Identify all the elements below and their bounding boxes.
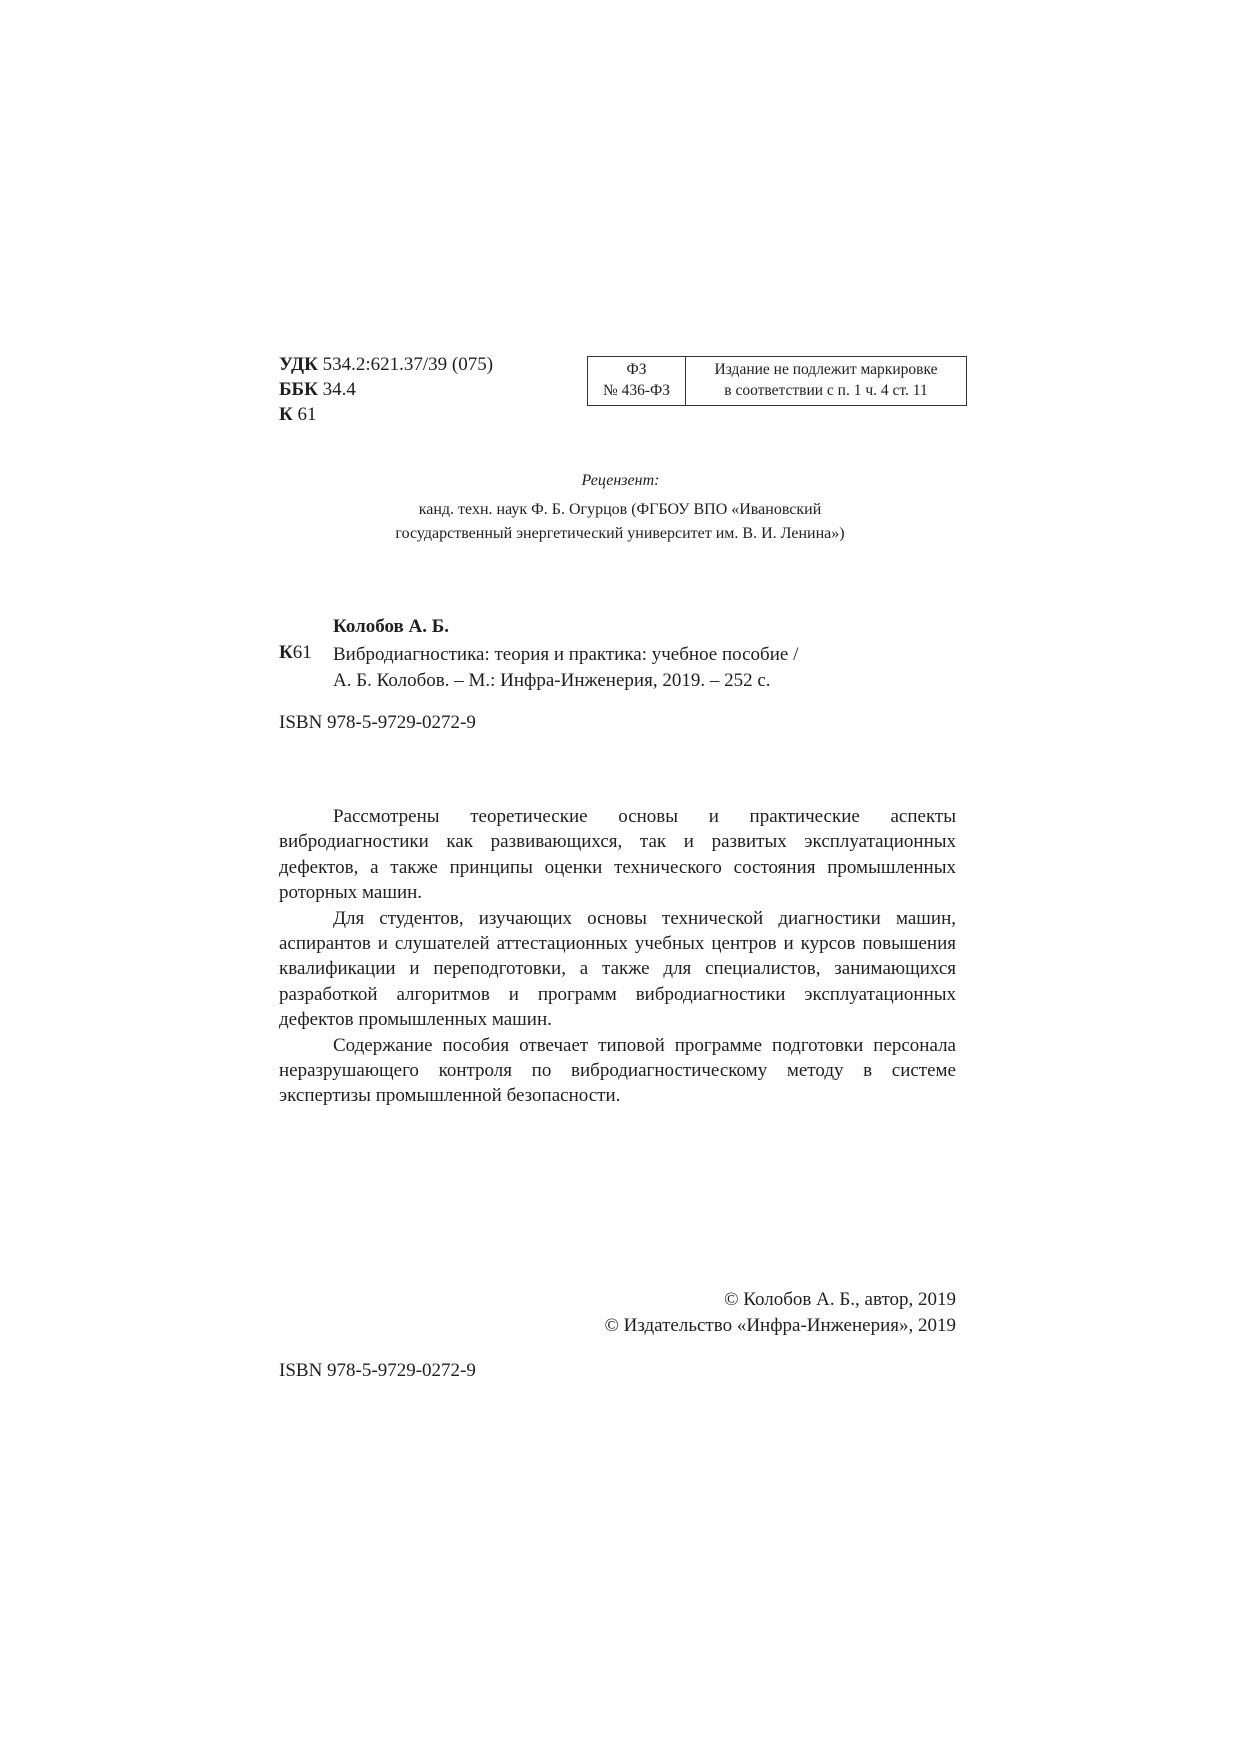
catalog-code: К61 xyxy=(279,642,312,663)
abstract-paragraph: Рассмотрены теоретические основы и практические аспекты вибродиагностики как развивающихся, так и развитых эксплуатационных дефектов, а также принципы оценки технического состояния промышленных роторных машин. xyxy=(279,806,956,904)
reviewer-heading: Рецензент: xyxy=(581,472,660,489)
abstract-paragraph: Содержание пособия отвечает типовой программе подготовки персонала неразрушающего контроля по вибродиагностическому методу в системе экспертизы промышленной безопасности. xyxy=(279,1034,956,1107)
classification-block xyxy=(279,352,493,427)
copyright-block: © Колобов А. Б., автор, 2019 © Издательство «Инфра-Инженерия», 2019 xyxy=(604,1289,956,1336)
isbn-bottom: ISBN 978-5-9729-0272-9 xyxy=(279,1360,476,1381)
author-name: Колобов А. Б. xyxy=(333,616,450,637)
fz-law-cell: ФЗ № 436-ФЗ xyxy=(588,357,686,405)
abstract xyxy=(279,804,956,1109)
reviewer-text: канд. техн. наук Ф. Б. Огурцов (ФГБОУ ВПО «Ивановский государственный энергетический университет им. В. И. Ленина») xyxy=(395,501,845,542)
udk-line: УДК 534.2:621.37/39 (075) xyxy=(279,354,494,375)
bbk-line: ББК 34.4 xyxy=(279,379,356,400)
abstract-paragraph: Для студентов, изучающих основы технической диагностики машин, аспирантов и слушателей аттестационных учебных центров и курсов повышения квалификации и переподготовки, а также для специалистов, занимающихся разработкой алгоритмов и программ вибродиагностики эксплуатационных дефектов промышленных машин. xyxy=(279,907,956,1031)
bibliographic-description: Вибродиагностика: теория и практика: учебное пособие / А. Б. Колобов. – М.: Инфра-Инженерия, 2019. – 252 с. xyxy=(333,644,799,691)
isbn-top: ISBN 978-5-9729-0272-9 xyxy=(279,712,476,733)
fz-notice-cell: Издание не подлежит маркировке в соответствии с п. 1 ч. 4 ст. 11 xyxy=(714,361,938,399)
fz-notice-box xyxy=(587,356,967,406)
k-line: К 61 xyxy=(279,404,317,425)
